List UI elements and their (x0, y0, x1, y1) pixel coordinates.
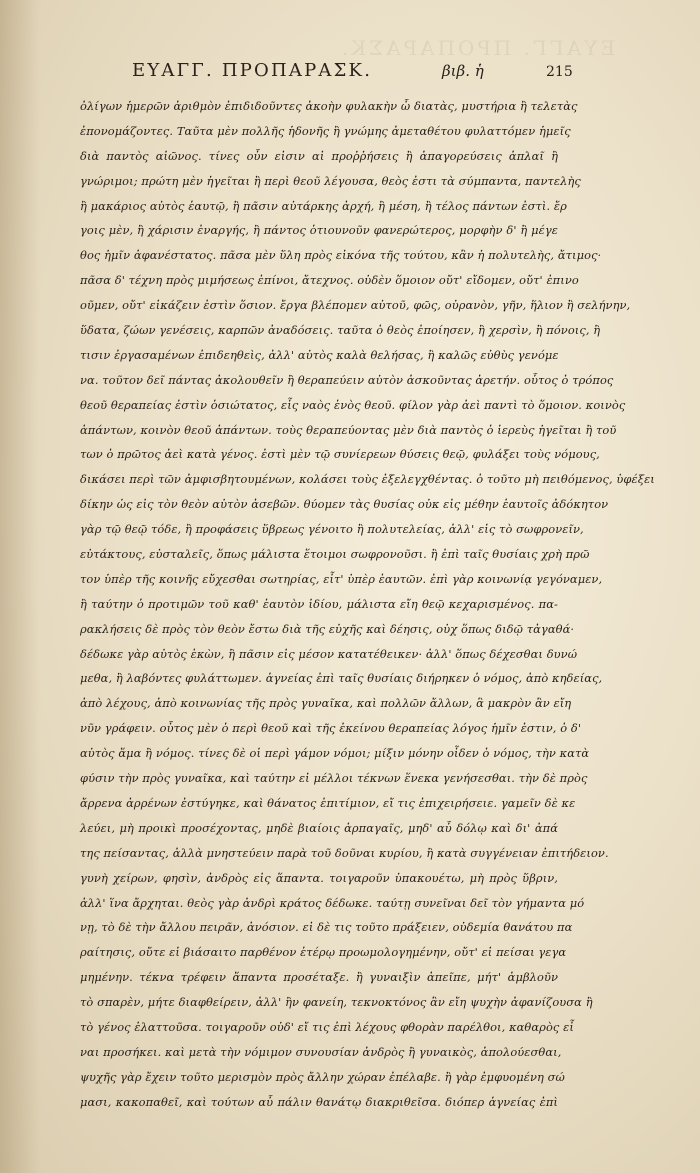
text-line: γνώριμοι; πρώτη μὲν ἡγεῖται ἢ περὶ θεοῦ λέγουσα, θεὸς ἐστι τὰ σύμπαντα, παντελὴς (80, 173, 581, 188)
text-line: θεοῦ θεραπείας ἐστὶν ὁσιώτατος, εἷς ναὸς ἑνὸς θεοῦ. φίλον γὰρ ἀεὶ παντὶ τὸ ὅμοιον. κοινὸς (80, 397, 626, 412)
text-line: μασι, κακοπαθεῖ, καὶ τούτων αὖ πάλιν θανάτῳ διακριθεῖσα. διόπερ ἁγνείας ἐπὶ (80, 1094, 558, 1109)
text-line: νῦν γράφειν. οὗτος μὲν ὁ περὶ θεοῦ καὶ τῆς ἐκείνου θεραπείας λόγος ἡμῖν ἐστιν, ὁ δ' (80, 721, 582, 736)
text-line: λεύει, μὴ προικὶ προσέχοντας, μηδὲ βιαίοις ἁρπαγαῖς, μηδ' αὖ δόλῳ καὶ δι' ἀπά (80, 820, 558, 835)
text-line: ὕδατα, ζώων γενέσεις, καρπῶν ἀναδόσεις. ταῦτα ὁ θεὸς ἐποίησεν, ἢ χερσὶν, ἢ πόνοις, ἢ (80, 323, 601, 338)
page-header (132, 60, 582, 86)
running-title: ΕΥΑΓΓ. ΠΡΟΠΑΡΑΣΚ. (132, 60, 373, 81)
text-line: ψυχῆς γὰρ ἔχειν τοῦτο μερισμὸν πρὸς ἄλλην χώραν ἐπέλαβε. ἢ γὰρ ἐμφυομένη σώ (80, 1069, 565, 1084)
text-line: γοις μὲν, ἢ χάρισιν ἐναργής, ἢ πάντος ὁτιουνοῦν φανερώτερος, μορφὴν δ' ἢ μέγε (80, 223, 558, 238)
text-line: δίκην ὡς εἰς τὸν θεὸν αὐτὸν ἀσεβῶν. θύομεν τὰς θυσίας οὐκ εἰς μέθην ἑαυτοῖς ἀδόκητον (80, 497, 609, 512)
text-line: ραίτησις, οὔτε εἰ βιάσαιτο παρθένον ἑτέρῳ προωμολογημένην, οὔτ' εἰ πείσαι γεγα (80, 945, 567, 960)
text-line: τὸ σπαρὲν, μήτε διαφθείρειν, ἀλλ' ἢν φανείη, τεκνοκτόνος ἂν εἴη ψυχὴν ἀφανίζουσα ἢ (80, 995, 593, 1010)
text-line: ρακλήσεις δὲ πρὸς τὸν θεὸν ἔστω διὰ τῆς εὐχῆς καὶ δέησις, οὐχ ὅπως διδῷ τἀγαθά· (80, 621, 575, 636)
text-line: νῃ, τὸ δὲ τὴν ἄλλου πειρᾶν, ἀνόσιον. εἰ δὲ τις τοῦτο πράξειεν, οὐδεμία θανάτου πα (80, 920, 573, 935)
text-line: της πείσαντας, ἀλλὰ μνηστεύειν παρὰ τοῦ δοῦναι κυρίου, ἢ κατὰ συγγένειαν ἐπιτήδειον. (80, 845, 609, 860)
text-line: εὐτάκτους, εὐσταλεῖς, ὅπως μάλιστα ἕτοιμοι σωφρονοῦσι. ἢ ἐπὶ ταῖς θυσίαις χρὴ πρῶ (80, 547, 590, 562)
body-text (80, 94, 655, 1115)
text-line: οῦμεν, οὔτ' εἰκάζειν ἐστὶν ὅσιον. ἔργα βλέπομεν αὐτοῦ, φῶς, οὐρανὸν, γῆν, ἥλιον ἢ σελήνην, (80, 298, 631, 313)
text-line: των ὁ πρῶτος ἀεὶ κατὰ γένος. ἐστὶ μὲν τῷ συνίερεων θύσεις θεῷ, φυλάξει τοὺς νόμους, (80, 447, 600, 462)
text-line: δικάσει περὶ τῶν ἀμφισβητουμένων, κολάσει τοὺς ἐξελεγχθέντας. ὁ τοῦτο μὴ πειθόμενος, ὑφέξει (80, 472, 655, 487)
text-line: ἀπὸ λέχους, ἀπὸ κοινωνίας τῆς πρὸς γυναῖκα, καὶ πολλῶν ἄλλων, ἃ μακρὸν ἂν εἴη (80, 696, 572, 711)
text-line: ὀλίγων ἡμερῶν ἀριθμὸν ἐπιδιδοῦντες ἀκοὴν φυλακὴν ὧ διατὰς, μυστήρια ἢ τελετὰς (80, 99, 578, 113)
show-through-text: ΕΥΑΓΓ. ΠΡΟΠΑΡΑΣΚ. (338, 36, 615, 60)
text-line: ἢ ταύτην ὁ προτιμῶν τοῦ καθ' ἑαυτὸν ἰδίου, μάλιστα εἴη θεῷ κεχαρισμένος. πα- (80, 596, 558, 611)
text-line: μεθα, ἢ λαβόντες φυλάττωμεν. ἁγνείας ἐπὶ ταῖς θυσίαις διήρηκεν ὁ νόμος, ἀπὸ κηδείας, (80, 671, 603, 686)
text-line: τον ὑπὲρ τῆς κοινῆς εὔχεσθαι σωτηρίας, εἶτ' ὑπὲρ ἑαυτῶν. ἐπὶ γὰρ κοινωνίᾳ γεγόναμεν, (80, 571, 603, 586)
text-line: γυνὴ χείρων, φησὶν, ἀνδρὸς εἰς ἅπαντα. τοιγαροῦν ὑπακουέτω, μὴ πρὸς ὕβριν, (80, 870, 558, 885)
text-line: φύσιν τὴν πρὸς γυναῖκα, καὶ ταύτην εἰ μέλλοι τέκνων ἕνεκα γενήσεσθαι. τὴν δὲ πρὸς (80, 771, 588, 786)
text-line: ναι προσήκει. καὶ μετὰ τὴν νόμιμον συνουσίαν ἀνδρὸς ἢ γυναικὸς, ἀπολούεσθαι, (80, 1044, 562, 1059)
text-line: δέδωκε γὰρ αὐτὸς ἑκὼν, ἢ πᾶσιν εἰς μέσον κατατέθεικεν· ἀλλ' ὅπως δέχεσθαι δυνώ (80, 646, 578, 661)
text-line: ἄρρενα ἀρρένων ἐστύγηκε, καὶ θάνατος ἐπιτίμιον, εἴ τις ἐπιχειρήσειε. γαμεῖν δὲ κε (80, 795, 576, 810)
text-line: πᾶσα δ' τέχνη πρὸς μιμήσεως ἐπίνοι, ἄτεχνος. οὐδὲν ὅμοιον οὔτ' εἴδομεν, οὔτ' ἐπινο (80, 273, 579, 288)
text-line: αὐτὸς ἅμα ἢ νόμος. τίνες δὲ οἱ περὶ γάμον νόμοι; μίξιν μόνην οἶδεν ὁ νόμος, τὴν κατὰ (80, 746, 590, 761)
text-line: ἢ μακάριος αὐτὸς ἑαυτῷ, ἢ πᾶσιν αὐτάρκης ἀρχή, ἢ μέση, ἢ τέλος πάντων ἐστὶ. ἔρ (80, 198, 567, 213)
text-line: τὸ γένος ἐλαττοῦσα. τοιγαροῦν οὐδ' εἴ τις ἐπὶ λέχους φθορὰν παρέλθοι, καθαρὸς εἶ (80, 1019, 574, 1034)
text-line: ἁπάντων, κοινὸν θεοῦ ἁπάντων. τοὺς θεραπεύοντας μὲν διὰ παντὸς ὁ ἱερεὺς ἡγεῖται ἢ τοῦ (80, 422, 617, 437)
text-line: ἐπονομάζοντες. Ταῦτα μὲν πολλῆς ἡδονῆς ἢ γνώμης ἀμεταθέτου φυλαττόμεν ἡμεῖς (80, 123, 571, 138)
text-line: μημένην. τέκνα τρέφειν ἅπαντα προσέταξε. ἢ γυναιξὶν ἀπεῖπε, μήτ' ἀμβλοῦν (80, 970, 558, 985)
text-line: γὰρ τῷ θεῷ τόδε, ἢ προφάσεις ὕβρεως γένοιτο ἢ πολυτελείας, ἀλλ' εἰς τὸ σωφρονεῖν, (80, 522, 584, 537)
text-line: να. τοῦτον δεῖ πάντας ἀκολουθεῖν ἢ θεραπεύειν αὐτὸν ἀσκοῦντας ἀρετήν. οὗτος ὁ τρόπος (80, 372, 614, 387)
gutter-shadow (0, 0, 40, 1173)
text-line: θος ἡμῖν ἀφανέστατος. πᾶσα μὲν ὕλη πρὸς εἰκόνα τῆς τούτου, κἂν ἡ πολυτελὴς, ἄτιμος· (80, 248, 602, 263)
text-line: διὰ παντὸς αἰῶνος. τίνες οὖν εἰσιν αἱ προῤῥήσεις ἢ ἀπαγορεύσεις ἁπλαῖ ἢ (80, 148, 558, 163)
page-number: 215 (546, 64, 573, 80)
text-line: ἀλλ' ἵνα ἄρχηται. θεὸς γὰρ ἀνδρὶ κράτος δέδωκε. ταύτῃ συνεῖναι δεῖ τὸν γήμαντα μό (80, 895, 585, 910)
book-number: βιβ. ἡ (442, 62, 484, 80)
text-line: τισιν ἐργασαμένων ἐπιδεηθεὶς, ἀλλ' αὐτὸς καλὰ θελήσας, ἢ καλῶς εὐθὺς γενόμε (80, 347, 559, 362)
